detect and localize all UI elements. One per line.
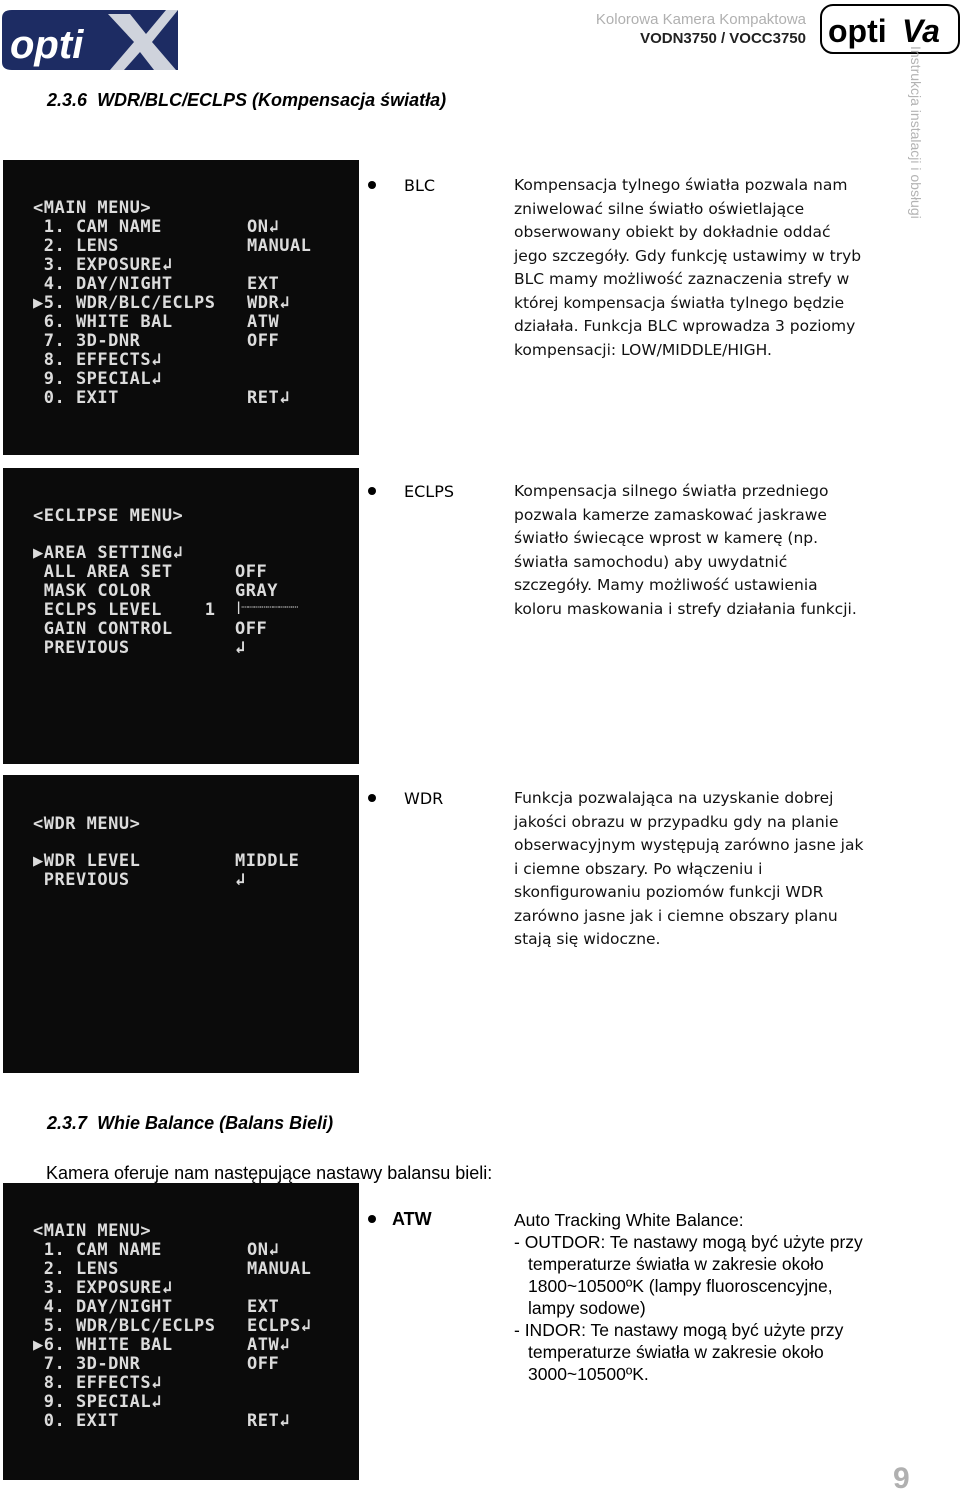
term-blc: BLC	[404, 176, 436, 195]
bullet	[368, 794, 376, 802]
header-subtitle: Kolorowa Kamera Kompaktowa	[595, 11, 806, 28]
osd-menu-row: MASK COLOR GRAY	[33, 581, 278, 601]
osd-menu-row: PREVIOUS ↲	[33, 870, 246, 890]
atw-description	[514, 1209, 874, 1385]
eclps-description: Kompensacja silnego światła przedniego pozwala kamerze zamaskować jaskrawe światło świecące wprost w kamerę (np. światła samochodu) aby uwydatnić szczegóły. Mamy możliwość ustawienia koloru maskowania i strefy działania funkcji.	[514, 482, 857, 618]
bullet	[368, 487, 376, 495]
optiva-logo	[820, 4, 960, 54]
osd-menu-row: 4. DAY/NIGHT EXT	[33, 1297, 280, 1317]
section-intro: Kamera oferuje nam następujące nastawy balansu bieli:	[46, 1163, 493, 1183]
term-atw: ATW	[392, 1209, 432, 1229]
osd-eclipse-menu-screen	[3, 468, 359, 764]
osd-title: <MAIN MENU>	[33, 1221, 152, 1241]
osd-menu-row: 0. EXIT RET↲	[33, 1411, 290, 1431]
osd-menu-row: 1. CAM NAME ON↲	[33, 217, 280, 237]
osd-menu-row-selected: ▶WDR LEVEL MIDDLE	[33, 851, 300, 871]
osd-menu-row-selected: ▶5. WDR/BLC/ECLPS WDR↲	[33, 293, 290, 313]
osd-main-menu-screen-wb	[3, 1183, 359, 1480]
section-title-text-2: Whie Balance (Balans Bieli)	[97, 1113, 334, 1133]
osd-menu-row: 6. WHITE BAL ATW	[33, 312, 280, 332]
osd-menu-row: 5. WDR/BLC/ECLPS ECLPS↲	[33, 1316, 312, 1336]
osd-menu-row-selected: ▶AREA SETTING↲	[33, 543, 184, 563]
term-wdr: WDR	[404, 789, 444, 808]
osd-menu-row: ALL AREA SET OFF	[33, 562, 268, 582]
osd-menu-row: 2. LENS MANUAL	[33, 236, 312, 256]
logo-left-text: opti	[10, 23, 84, 67]
osd-title: <MAIN MENU>	[33, 198, 152, 218]
section-number-1: 2.3.6	[47, 90, 88, 110]
section-title-2	[47, 1113, 333, 1134]
term-eclps: ECLPS	[404, 482, 454, 501]
osd-menu-row: ECLPS LEVEL 1 |┈┈┈┈┈┈┈┈┈	[33, 600, 298, 620]
osd-menu-row: 8. EFFECTS↲	[33, 350, 162, 370]
wdr-description: Funkcja pozwalająca na uzyskanie dobrej jakości obrazu w przypadku gdy na planie obserwacyjnym występują zarówno jasne jak i ciemne obszary. Po włączeniu i skonfigurowaniu poziomów funkcji WDR zarówno jasne jak i ciemne obszary planu stają się widoczne.	[514, 789, 864, 948]
osd-menu-row: 8. EFFECTS↲	[33, 1373, 162, 1393]
bullet	[368, 1215, 376, 1223]
osd-menu-row: 3. EXPOSURE↲	[33, 1278, 173, 1298]
optix-logo	[0, 4, 185, 76]
header-model: VODN3750 / VOCC3750	[640, 30, 806, 47]
osd-menu-row: 9. SPECIAL↲	[33, 369, 162, 389]
osd-menu-row: 4. DAY/NIGHT EXT	[33, 274, 280, 294]
osd-wdr-menu-screen	[3, 775, 359, 1073]
osd-menu-row: 7. 3D-DNR OFF	[33, 1354, 280, 1374]
page-number: 9	[893, 1462, 910, 1495]
section-number-2: 2.3.7	[47, 1113, 88, 1133]
blc-description: Kompensacja tylnego światła pozwala nam zniwelować silne światło oświetlające obserwowany obiekt by dokładnie oddać jego szczegóły. Gdy funkcję ustawimy w tryb BLC mamy możliwość zaznaczenia strefy w której kompensacja światła tylnego będzie działała. Funkcja BLC wprowadza 3 poziomy kompensacji: LOW/MIDDLE/HIGH.	[514, 176, 862, 359]
logo-right-mark: Va	[902, 13, 940, 49]
osd-menu-row: 7. 3D-DNR OFF	[33, 331, 280, 351]
osd-menu-row: PREVIOUS ↲	[33, 638, 246, 658]
section-title-1	[47, 90, 446, 111]
atw-heading: Auto Tracking White Balance:	[514, 1210, 744, 1230]
osd-title: <ECLIPSE MENU>	[33, 506, 184, 526]
atw-item-outdoor: - OUTDOR: Te nastawy mogą być użyte przy temperaturze światła w zakresie około 1800~10500ºK (lampy fluoroscencyjne, lampy sodowe)	[514, 1232, 863, 1318]
side-label: Instrukcja instalacji i obsługi	[908, 46, 924, 219]
osd-menu-row: 2. LENS MANUAL	[33, 1259, 312, 1279]
osd-menu-row: 1. CAM NAME ON↲	[33, 1240, 280, 1260]
osd-menu-row: GAIN CONTROL OFF	[33, 619, 268, 639]
osd-main-menu-screen	[3, 160, 359, 455]
atw-item-indoor: - INDOR: Te nastawy mogą być użyte przy temperaturze światła w zakresie około 3000~10500ºK.	[514, 1320, 844, 1384]
logo-right-text: opti	[828, 13, 887, 49]
osd-title: <WDR MENU>	[33, 814, 141, 834]
osd-menu-row: 0. EXIT RET↲	[33, 388, 290, 408]
osd-menu-row: 3. EXPOSURE↲	[33, 255, 173, 275]
osd-menu-row-selected: ▶6. WHITE BAL ATW↲	[33, 1335, 290, 1355]
section-title-text-1: WDR/BLC/ECLPS (Kompensacja światła)	[97, 90, 447, 110]
osd-menu-row: 9. SPECIAL↲	[33, 1392, 162, 1412]
bullet	[368, 181, 376, 189]
